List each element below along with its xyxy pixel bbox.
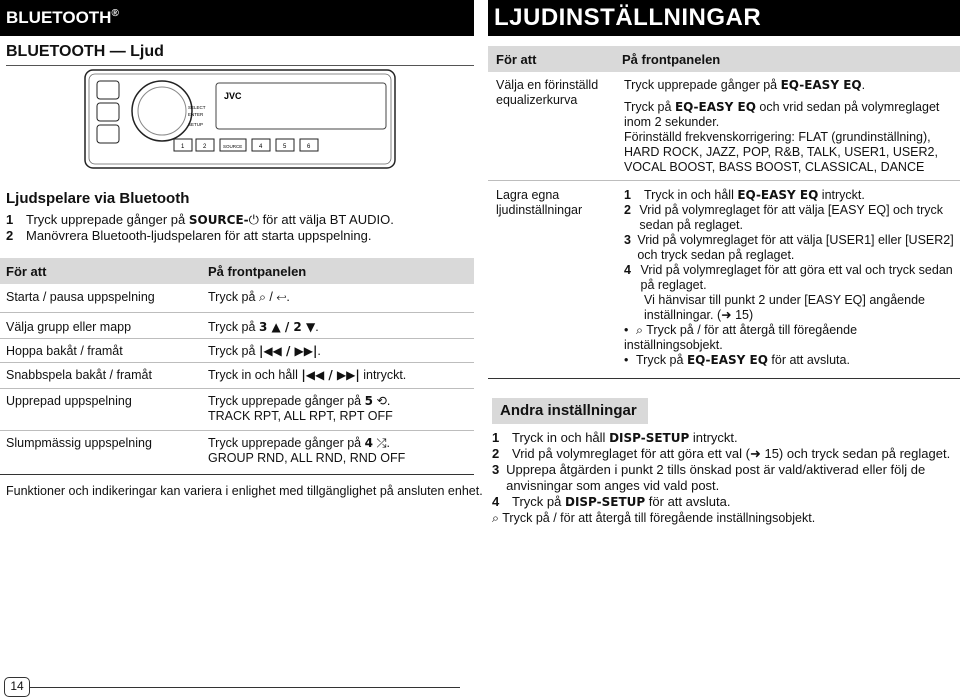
row-action: Slumpmässig uppspelning: [6, 436, 152, 450]
brand-logo: JVC: [224, 91, 242, 101]
eq-row-panel: Tryck upprepade gånger på EQ-EASY EQ. Tryck på EQ-EASY EQ och vrid sedan på volymreglaget inom 2 sekunder. Förinställd frekvenskorrigering: FLAT (grundinställning), HARD ROCK, JAZZ, POP, R&B, TALK, USER1, USER2, VOCAL BOOST, BASS BOOST, CLASSICAL, DANCE: [624, 78, 940, 174]
bt-steps: [6, 212, 474, 244]
row-panel: Tryck upprepade gånger på 4 ⤮. GROUP RND, ALL RND, RND OFF: [208, 436, 406, 465]
other-step: 4 Tryck på DISP-SETUP för att avsluta.: [492, 494, 731, 509]
shuffle-icon: ⤮: [376, 436, 387, 450]
other-step: 3 Upprepa åtgärden i punkt 2 tills önskad post är vald/aktiverad eller följ de anvisningar som anges vid vald post.: [492, 462, 926, 493]
section-banner-bluetooth: [0, 0, 474, 36]
search-icon: ⌕: [258, 290, 266, 304]
car-stereo-illustration: [84, 69, 396, 169]
row-divider: [488, 180, 960, 181]
other-step: 2 Vrid på volymreglaget för att göra ett val (➜ 15) och tryck sedan på reglaget.: [492, 446, 951, 461]
section-banner-sound: LJUDINSTÄLLNINGAR: [488, 0, 960, 36]
save-row-action: Lagra egna ljudinställningar: [496, 188, 583, 217]
row-panel: Tryck in och håll |◀◀ / ▶▶| intryckt.: [208, 368, 407, 382]
subheading-bluetooth-audio: BLUETOOTH — Ljud: [6, 43, 164, 60]
final-line: ⌕ Tryck på / för att återgå till föregående inställningsobjekt.: [492, 511, 816, 525]
row-panel: Tryck upprepade gånger på 5 ⟲. TRACK RPT, ALL RPT, RPT OFF: [208, 394, 393, 423]
row-panel: Tryck på ⌕ / ↩.: [208, 290, 290, 304]
select-label: SELECT: [188, 105, 206, 110]
other-step: 1 Tryck in och håll DISP-SETUP intryckt.: [492, 430, 738, 445]
bullet-exit: • Tryck på EQ-EASY EQ för att avsluta.: [624, 353, 956, 368]
page-rule: [30, 687, 460, 688]
search-icon: ⌕: [492, 511, 500, 525]
banner-title: BLUETOOTH: [6, 8, 112, 27]
footnote: Funktioner och indikeringar kan variera i enlighet med tillgänglighet på ansluten enhet.: [6, 484, 483, 498]
section-title-bt-player: Ljudspelare via Bluetooth: [6, 190, 190, 207]
power-icon: ⏻: [248, 212, 259, 227]
svg-text:1: 1: [181, 144, 185, 150]
svg-text:SOURCE: SOURCE: [223, 144, 243, 149]
svg-text:4: 4: [259, 144, 263, 150]
svg-text:5: 5: [283, 144, 287, 150]
repeat-icon: ⟲: [376, 394, 387, 408]
registered-mark: ®: [111, 8, 119, 19]
eq-row-action: Välja en förinställd equalizerkurva: [496, 78, 599, 107]
source-key: SOURCE-: [188, 213, 249, 227]
setup-label: SETUP: [188, 122, 204, 127]
row-divider: [0, 312, 474, 313]
table-bottom-rule: [0, 474, 474, 475]
row-action: Välja grupp eller mapp: [6, 320, 132, 334]
search-icon: ⌕: [636, 323, 644, 337]
enter-label: ENTER: [188, 112, 204, 117]
left-table-header: För att På frontpanelen: [0, 258, 474, 284]
bullet-back: • ⌕ Tryck på / för att återgå till föregående inställningsobjekt.: [624, 323, 956, 353]
row-divider: [0, 388, 474, 389]
row-divider: [0, 430, 474, 431]
page-number: 14: [4, 677, 30, 697]
subheading-rule: [6, 65, 474, 66]
row-action: Snabbspela bakåt / framåt: [6, 368, 152, 382]
row-panel: Tryck på 3 ▲ / 2 ▼.: [208, 320, 319, 334]
svg-text:6: 6: [307, 144, 311, 150]
row-divider: [0, 338, 474, 339]
row-action: Upprepad uppspelning: [6, 394, 132, 408]
table-bottom-rule: [488, 378, 960, 379]
other-settings-title: Andra inställningar: [492, 398, 648, 424]
right-table-header: För att På frontpanelen: [488, 46, 960, 72]
save-row-panel: 1 Tryck in och håll EQ-EASY EQ intryckt. 2 Vrid på volymreglaget för att välja [EASY EQ] och tryck sedan på reglaget. 3 Vrid på volymreglaget för att välja [USER1] eller [USER2] och tryck sedan på reglaget. 4 Vrid på volymreglaget för att göra ett val och tryck sedan på reglaget. Vi hänvisar till punkt 2 under [EASY EQ] angående inställningar. (➜ 15) • ⌕ Tryck på / för att återgå till föregående inställningsobjekt. • Tryck på EQ-EASY EQ för att avsluta.: [624, 188, 956, 368]
row-action: Hoppa bakåt / framåt: [6, 344, 123, 358]
other-steps: [492, 430, 954, 526]
row-action: Starta / pausa uppspelning: [6, 290, 155, 304]
row-divider: [0, 362, 474, 363]
row-panel: Tryck på |◀◀ / ▶▶|.: [208, 344, 321, 358]
back-icon: ↩: [276, 290, 287, 304]
step-2: 2 Manövrera Bluetooth-ljudspelaren för att starta uppspelning.: [6, 228, 372, 243]
step-1: 1 Tryck upprepade gånger på SOURCE-⏻ för att välja BT AUDIO.: [6, 212, 394, 227]
svg-text:2: 2: [203, 144, 207, 150]
